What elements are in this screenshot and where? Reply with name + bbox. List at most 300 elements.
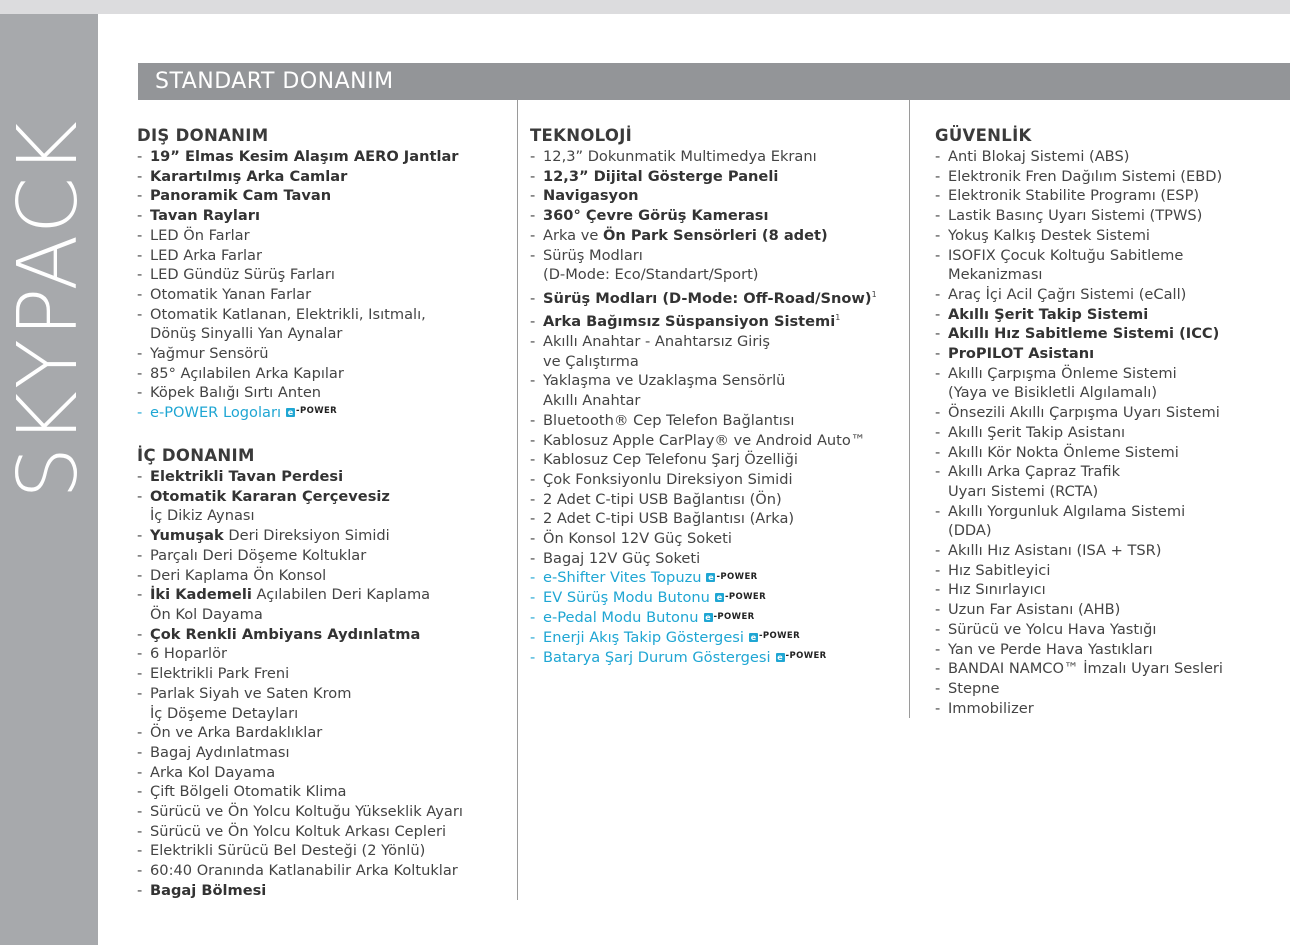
item-dash: -	[137, 822, 143, 840]
e-power-badge-letter: e	[716, 592, 723, 602]
list-item	[935, 521, 1223, 541]
sidebar-title: SKYPACK	[1, 119, 96, 499]
item-dash: -	[137, 566, 143, 584]
item-text: Hız Sınırlayıcı	[948, 581, 1046, 599]
e-power-badge-icon	[776, 647, 827, 667]
item-dash: -	[935, 167, 941, 185]
item-text: LED Arka Farlar	[150, 246, 262, 264]
item-bold-text: Çok Renkli Ambiyans Aydınlatma	[150, 625, 421, 643]
list-item	[137, 305, 463, 325]
e-power-badge-icon	[706, 568, 757, 588]
e-power-badge-word: -POWER	[296, 406, 338, 417]
item-text: Sürücü ve Ön Yolcu Koltuk Arkası Cepleri	[150, 822, 446, 840]
e-power-badge-letter: e	[750, 632, 757, 642]
list-item	[137, 782, 463, 802]
column-exterior-interior	[137, 126, 463, 901]
item-dash: -	[137, 285, 143, 303]
e-power-badge-word: -POWER	[785, 651, 827, 662]
list-item	[935, 640, 1223, 660]
item-dash: -	[137, 625, 143, 643]
item-text: Lastik Basınç Uyarı Sistemi (TPWS)	[948, 207, 1203, 225]
list-item	[137, 265, 463, 285]
item-dash: -	[137, 763, 143, 781]
item-dash: -	[530, 549, 536, 567]
item-dash: -	[137, 724, 143, 742]
item-text: Enerji Akış Takip Göstergesi	[543, 629, 744, 647]
item-dash: -	[935, 620, 941, 638]
list-item	[137, 324, 463, 344]
section-gap	[137, 423, 463, 446]
item-bold-text: Elektrikli Tavan Perdesi	[150, 468, 344, 486]
item-text: Elektrikli Sürücü Bel Desteği (2 Yönlü)	[150, 842, 426, 860]
list-item	[530, 186, 877, 206]
item-text: e-POWER Logoları	[150, 404, 282, 422]
item-dash: -	[530, 289, 536, 307]
item-dash: -	[935, 148, 941, 165]
e-power-badge-letter: e	[287, 407, 294, 417]
item-text: Uzun Far Asistanı (AHB)	[948, 601, 1121, 619]
list-item	[530, 265, 877, 285]
banner-title: STANDART DONANIM	[155, 69, 394, 94]
item-text: Akıllı Şerit Takip Asistanı	[948, 423, 1126, 441]
section-heading: DIŞ DONANIM	[137, 126, 269, 145]
item-dash: -	[935, 305, 941, 323]
item-dash: -	[935, 207, 941, 225]
item-text: Sürücü ve Ön Yolcu Koltuğu Yükseklik Ayarı	[150, 803, 463, 821]
item-dash: -	[935, 561, 941, 579]
item-dash: -	[530, 530, 536, 548]
item-dash: -	[530, 470, 536, 488]
list-item	[137, 526, 463, 546]
item-bold-text: Bagaj Bölmesi	[150, 881, 267, 899]
e-power-badge-word: -POWER	[758, 631, 801, 642]
list-item	[935, 147, 1223, 167]
list-item	[137, 704, 463, 724]
item-text: Mekanizması	[948, 266, 1043, 284]
list-item	[935, 620, 1223, 640]
list-item	[935, 186, 1223, 206]
item-dash: -	[137, 684, 143, 702]
item-dash: -	[137, 187, 143, 205]
list-item	[137, 802, 463, 822]
item-text: Elektronik Stabilite Programı (ESP)	[948, 187, 1200, 205]
list-item	[935, 443, 1223, 463]
item-text: Elektrikli Park Freni	[150, 665, 290, 683]
item-dash: -	[530, 629, 536, 647]
item-dash: -	[530, 490, 536, 508]
list-item	[137, 383, 463, 403]
item-dash: -	[935, 423, 941, 441]
item-bold-text: 360° Çevre Görüş Kamerası	[543, 207, 769, 225]
list-item	[137, 763, 463, 783]
item-text: (D-Mode: Eco/Standart/Sport)	[543, 266, 759, 284]
feature-list	[935, 147, 1223, 718]
section-heading: TEKNOLOJİ	[530, 126, 633, 145]
e-power-badge-letter: e	[777, 652, 783, 662]
item-dash: -	[530, 451, 536, 469]
list-item	[935, 600, 1223, 620]
list-item	[137, 822, 463, 842]
list-item	[530, 206, 877, 226]
item-text: Akıllı Anahtar	[543, 392, 641, 410]
list-item	[530, 608, 877, 628]
item-dash: -	[137, 743, 143, 761]
list-item	[137, 861, 463, 881]
list-item	[935, 206, 1223, 226]
section-heading: GÜVENLİK	[935, 126, 1032, 145]
item-dash: -	[935, 640, 941, 658]
item-dash: -	[137, 148, 143, 165]
item-dash: -	[935, 345, 941, 363]
list-item	[935, 383, 1223, 403]
list-item	[530, 167, 877, 187]
item-text: Yağmur Sensörü	[150, 345, 269, 363]
item-text: 6 Hoparlör	[150, 645, 228, 663]
list-item	[935, 561, 1223, 581]
list-item	[530, 529, 877, 549]
list-item	[935, 305, 1223, 325]
list-item	[137, 585, 463, 605]
item-dash: -	[137, 842, 143, 860]
list-item	[137, 625, 463, 645]
item-text: Hız Sabitleyici	[948, 561, 1051, 579]
list-item	[137, 566, 463, 586]
sidebar	[0, 14, 98, 945]
item-text: Immobilizer	[948, 699, 1034, 717]
list-item	[137, 226, 463, 246]
item-text: (DDA)	[948, 522, 992, 540]
list-item	[137, 403, 463, 423]
item-bold-text: Akıllı Şerit Takip Sistemi	[948, 305, 1149, 323]
e-power-badge-icon	[715, 587, 766, 607]
list-item	[137, 881, 463, 901]
list-item	[137, 605, 463, 625]
item-bold-text: Ön Park Sensörleri (8 adet)	[603, 226, 828, 244]
list-item	[137, 206, 463, 226]
item-footnote-mark: 1	[871, 289, 877, 299]
item-dash: -	[137, 546, 143, 564]
list-item	[530, 549, 877, 569]
item-text: Akıllı Çarpışma Önleme Sistemi	[948, 364, 1177, 382]
item-text: Parlak Siyah ve Saten Krom	[150, 684, 352, 702]
item-text: ISOFIX Çocuk Koltuğu Sabitleme	[948, 246, 1184, 264]
item-text: Sürüş Modları	[543, 246, 643, 264]
item-text: LED Ön Farlar	[150, 226, 250, 244]
item-bold-text: ProPILOT Asistanı	[948, 345, 1095, 363]
item-dash: -	[137, 527, 143, 545]
item-dash: -	[137, 404, 143, 422]
item-text: Bagaj Aydınlatması	[150, 743, 290, 761]
item-bold-text: Karartılmış Arka Camlar	[150, 167, 348, 185]
item-dash: -	[137, 345, 143, 363]
e-power-badge-letter: e	[708, 573, 714, 583]
item-dash: -	[137, 665, 143, 683]
item-text: Önsezili Akıllı Çarpışma Uyarı Sistemi	[948, 404, 1220, 422]
e-power-badge-icon	[286, 402, 337, 422]
item-dash: -	[137, 862, 143, 880]
list-item	[935, 167, 1223, 187]
list-item	[530, 246, 877, 266]
item-bold-text: Otomatik Kararan Çerçevesiz	[150, 487, 390, 505]
item-dash: -	[137, 246, 143, 264]
item-dash: -	[137, 586, 143, 604]
item-text: Deri Direksiyon Simidi	[223, 527, 390, 545]
item-text: Akıllı Arka Çapraz Trafik	[948, 463, 1121, 481]
list-item	[137, 506, 463, 526]
item-dash: -	[530, 649, 536, 667]
item-text: ve Çalıştırma	[543, 352, 639, 370]
item-text: 2 Adet C-tipi USB Bağlantısı (Ön)	[543, 490, 782, 508]
list-item	[530, 450, 877, 470]
item-dash: -	[935, 660, 941, 678]
item-dash: -	[530, 589, 536, 607]
list-item	[935, 482, 1223, 502]
item-text: Köpek Balığı Sırtı Anten	[150, 384, 322, 402]
item-text: Sürücü ve Yolcu Hava Yastığı	[948, 620, 1157, 638]
item-text: İç Döşeme Detayları	[150, 704, 299, 722]
list-item	[137, 167, 463, 187]
list-item	[530, 352, 877, 372]
item-text: Kablosuz Apple CarPlay® ve Android Auto™	[543, 431, 866, 449]
item-dash: -	[137, 167, 143, 185]
item-dash: -	[137, 207, 143, 225]
list-item	[137, 644, 463, 664]
item-dash: -	[137, 783, 143, 801]
item-text: BANDAI NAMCO™ İmzalı Uyarı Sesleri	[948, 660, 1223, 678]
item-dash: -	[530, 187, 536, 205]
item-text: Dönüş Sinyalli Yan Aynalar	[150, 325, 343, 343]
list-item	[530, 470, 877, 490]
item-text: Arka Kol Dayama	[150, 763, 276, 781]
list-item	[935, 699, 1223, 719]
list-item	[530, 371, 877, 391]
list-item	[530, 332, 877, 352]
top-strip	[0, 0, 1290, 14]
item-text: 12,3” Dokunmatik Multimedya Ekranı	[543, 148, 817, 165]
e-power-badge-icon	[704, 607, 755, 627]
list-item	[137, 841, 463, 861]
item-text: Ön Konsol 12V Güç Soketi	[543, 530, 732, 548]
list-item	[530, 628, 877, 648]
item-text: Elektronik Fren Dağılım Sistemi (EBD)	[948, 167, 1223, 185]
item-text: 60:40 Oranında Katlanabilir Arka Koltuklar	[150, 862, 458, 880]
item-dash: -	[935, 226, 941, 244]
item-text: e-Pedal Modu Butonu	[543, 609, 699, 627]
item-text: İç Dikiz Aynası	[150, 507, 255, 525]
item-dash: -	[530, 569, 536, 587]
list-item	[137, 285, 463, 305]
e-power-badge-icon	[749, 627, 800, 647]
item-dash: -	[137, 468, 143, 486]
list-item	[530, 308, 877, 332]
list-item	[530, 648, 877, 668]
item-dash: -	[935, 404, 941, 422]
section-heading: İÇ DONANIM	[137, 446, 255, 466]
item-text: EV Sürüş Modu Butonu	[543, 589, 710, 607]
item-dash: -	[530, 148, 536, 165]
item-text: Deri Kaplama Ön Konsol	[150, 566, 327, 584]
list-item	[935, 324, 1223, 344]
item-text: Kablosuz Cep Telefonu Şarj Özelliği	[543, 451, 798, 469]
item-dash: -	[530, 411, 536, 429]
item-bold-text: Akıllı Hız Sabitleme Sistemi (ICC)	[948, 325, 1220, 343]
item-bold-text: İki Kademeli	[150, 586, 252, 604]
item-text: Batarya Şarj Durum Göstergesi	[543, 649, 771, 667]
list-item	[530, 411, 877, 431]
list-item	[530, 490, 877, 510]
item-dash: -	[530, 226, 536, 244]
list-item	[935, 246, 1223, 266]
item-text: Anti Blokaj Sistemi (ABS)	[948, 148, 1130, 165]
item-dash: -	[137, 487, 143, 505]
item-text: Akıllı Anahtar - Anahtarsız Giriş	[543, 333, 770, 351]
item-dash: -	[935, 246, 941, 264]
item-text: Stepne	[948, 679, 1000, 697]
list-item	[137, 743, 463, 763]
list-item	[137, 546, 463, 566]
list-item	[137, 487, 463, 507]
item-text: Bluetooth® Cep Telefon Bağlantısı	[543, 411, 795, 429]
item-text: Çift Bölgeli Otomatik Klima	[150, 783, 347, 801]
item-dash: -	[137, 881, 143, 899]
list-item	[137, 684, 463, 704]
item-dash: -	[935, 443, 941, 461]
item-text: Yan ve Perde Hava Yastıkları	[948, 640, 1153, 658]
list-item	[137, 723, 463, 743]
column-divider-1	[517, 100, 518, 900]
item-text: Otomatik Katlanan, Elektrikli, Isıtmalı,	[150, 305, 426, 323]
section-banner	[138, 63, 1290, 100]
list-item	[935, 502, 1223, 522]
list-item	[530, 391, 877, 411]
column-divider-2	[909, 100, 910, 718]
list-item	[935, 580, 1223, 600]
item-text: e-Shifter Vites Topuzu	[543, 569, 702, 587]
item-dash: -	[137, 645, 143, 663]
e-power-badge-word: -POWER	[716, 571, 758, 582]
item-dash: -	[137, 266, 143, 284]
item-dash: -	[935, 601, 941, 619]
list-item	[935, 265, 1223, 285]
item-text: Akıllı Yorgunluk Algılama Sistemi	[948, 502, 1186, 520]
list-item	[935, 344, 1223, 364]
item-text: Çok Fonksiyonlu Direksiyon Simidi	[543, 470, 793, 488]
list-item	[137, 147, 463, 167]
list-item	[935, 462, 1223, 482]
item-text: Yaklaşma ve Uzaklaşma Sensörlü	[543, 372, 786, 390]
item-text: Yokuş Kalkış Destek Sistemi	[948, 226, 1150, 244]
list-item	[530, 285, 877, 309]
list-item	[935, 226, 1223, 246]
item-dash: -	[935, 463, 941, 481]
item-dash: -	[137, 803, 143, 821]
item-dash: -	[935, 679, 941, 697]
item-dash: -	[530, 510, 536, 528]
item-text: Ön Kol Dayama	[150, 605, 263, 623]
item-dash: -	[935, 581, 941, 599]
item-text: Uyarı Sistemi (RCTA)	[948, 482, 1099, 500]
item-text: Ön ve Arka Bardaklıklar	[150, 724, 323, 742]
item-bold-text: Arka Bağımsız Süspansiyon Sistemi	[543, 313, 836, 331]
feature-list	[137, 467, 463, 900]
item-text: 85° Açılabilen Arka Kapılar	[150, 364, 344, 382]
list-item	[935, 659, 1223, 679]
item-dash: -	[530, 246, 536, 264]
item-bold-text: Panoramik Cam Tavan	[150, 187, 332, 205]
list-item	[530, 509, 877, 529]
item-dash: -	[137, 384, 143, 402]
item-text: Araç İçi Acil Çağrı Sistemi (eCall)	[948, 285, 1187, 303]
item-text: Akıllı Kör Nokta Önleme Sistemi	[948, 443, 1179, 461]
list-item	[137, 664, 463, 684]
item-text: LED Gündüz Sürüş Farları	[150, 266, 335, 284]
item-bold-text: Yumuşak	[150, 527, 224, 545]
item-bold-text: 12,3” Dijital Gösterge Paneli	[543, 167, 779, 185]
e-power-badge-word: -POWER	[713, 611, 755, 622]
item-text: (Yaya ve Bisikletli Algılamalı)	[948, 384, 1158, 402]
item-dash: -	[935, 542, 941, 560]
e-power-badge-letter: e	[705, 612, 711, 622]
list-item	[137, 186, 463, 206]
item-text: Parçalı Deri Döşeme Koltuklar	[150, 546, 367, 564]
item-dash: -	[935, 187, 941, 205]
list-item	[137, 467, 463, 487]
list-item	[935, 403, 1223, 423]
column-safety	[935, 126, 1223, 718]
item-dash: -	[530, 431, 536, 449]
item-dash: -	[137, 305, 143, 323]
e-power-badge-word: -POWER	[724, 591, 767, 602]
item-dash: -	[137, 226, 143, 244]
list-item	[137, 246, 463, 266]
item-text: Bagaj 12V Güç Soketi	[543, 549, 701, 567]
item-dash: -	[935, 325, 941, 343]
item-dash: -	[530, 167, 536, 185]
list-item	[935, 541, 1223, 561]
item-dash: -	[137, 364, 143, 382]
feature-list	[530, 147, 877, 668]
item-bold-text: Sürüş Modları (D-Mode: Off-Road/Snow)	[543, 289, 872, 307]
item-dash: -	[530, 609, 536, 627]
item-text: Otomatik Yanan Farlar	[150, 285, 312, 303]
list-item	[530, 431, 877, 451]
item-dash: -	[530, 333, 536, 351]
item-dash: -	[530, 207, 536, 225]
item-bold-text: Tavan Rayları	[150, 207, 260, 225]
item-dash: -	[530, 313, 536, 331]
list-item	[935, 679, 1223, 699]
list-item	[530, 588, 877, 608]
item-bold-text: 19” Elmas Kesim Alaşım AERO Jantlar	[150, 148, 459, 165]
list-item	[137, 344, 463, 364]
list-item	[137, 364, 463, 384]
item-footnote-mark: 1	[835, 313, 841, 323]
item-text: 2 Adet C-tipi USB Bağlantısı (Arka)	[543, 510, 795, 528]
item-text: Akıllı Hız Asistanı (ISA + TSR)	[948, 542, 1162, 560]
item-dash: -	[935, 285, 941, 303]
item-text: Arka ve	[543, 226, 604, 244]
item-dash: -	[935, 364, 941, 382]
list-item	[935, 285, 1223, 305]
list-item	[935, 423, 1223, 443]
list-item	[530, 226, 877, 246]
list-item	[530, 568, 877, 588]
feature-list	[137, 147, 463, 423]
list-item	[935, 364, 1223, 384]
column-technology	[530, 126, 877, 668]
list-item	[530, 147, 877, 167]
item-dash: -	[530, 372, 536, 390]
